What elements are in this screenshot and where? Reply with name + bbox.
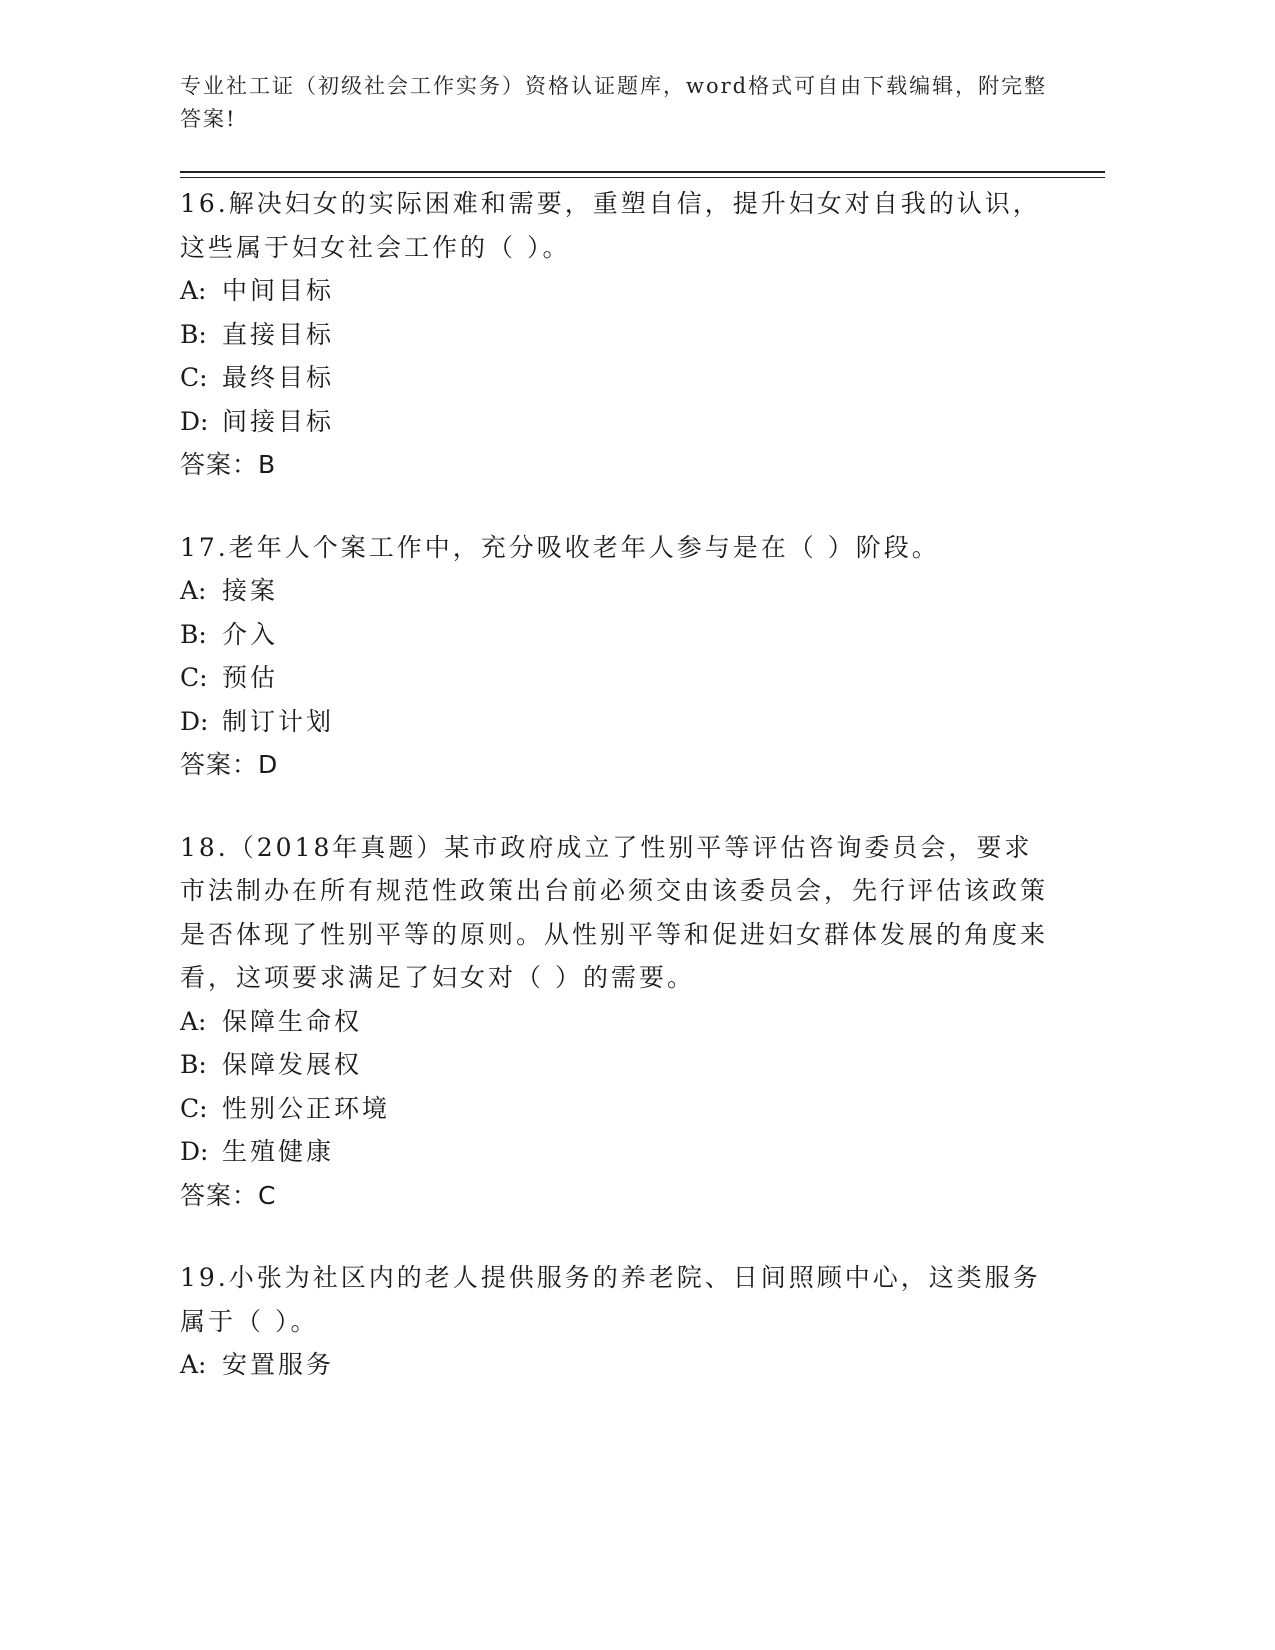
option-letter: D:	[180, 406, 209, 436]
header-rule-thin	[180, 177, 1105, 178]
option-a	[180, 569, 1060, 613]
option-text: 保障生命权	[222, 1006, 363, 1036]
option-c	[180, 656, 1060, 700]
option-a	[180, 1343, 1060, 1387]
option-a	[180, 269, 1060, 313]
question-stem: 19.小张为社区内的老人提供服务的养老院、日间照顾中心，这类服务属于（ ）。	[180, 1263, 1041, 1336]
option-d	[180, 400, 1060, 444]
option-text: 性别公正环境	[222, 1093, 391, 1123]
option-text: 接案	[222, 576, 279, 605]
option-b	[180, 1043, 1060, 1087]
question-18	[180, 826, 1060, 1218]
question-19	[180, 1256, 1060, 1387]
option-c	[180, 356, 1060, 400]
answer-line: 答案：D	[180, 750, 279, 779]
option-text: 制订计划	[222, 706, 335, 736]
option-letter: D:	[180, 706, 209, 736]
option-letter: A:	[180, 1350, 207, 1379]
option-letter: B:	[180, 1050, 207, 1079]
answer-line: 答案：C	[180, 1180, 277, 1210]
option-letter: A:	[180, 576, 207, 605]
question-list	[180, 182, 1060, 1426]
option-a	[180, 1000, 1060, 1044]
option-text: 预估	[222, 663, 279, 692]
option-text: 生殖健康	[222, 1137, 335, 1166]
option-text: 安置服务	[222, 1350, 335, 1379]
option-letter: A:	[180, 276, 207, 305]
answer-line: 答案：B	[180, 450, 277, 479]
question-16	[180, 182, 1060, 487]
option-c	[180, 1087, 1060, 1131]
option-b	[180, 313, 1060, 357]
option-text: 直接目标	[222, 319, 335, 349]
option-text: 最终目标	[222, 363, 335, 392]
question-stem: 16.解决妇女的实际困难和需要，重塑自信，提升妇女对自我的认识，这些属于妇女社会工作的（ ）。	[180, 189, 1041, 262]
question-stem: 17.老年人个案工作中，充分吸收老年人参与是在（ ）阶段。	[180, 532, 940, 562]
option-letter: C:	[180, 663, 208, 692]
option-letter: B:	[180, 619, 207, 649]
option-text: 中间目标	[222, 276, 335, 305]
option-letter: D:	[180, 1137, 209, 1166]
option-text: 间接目标	[222, 406, 335, 436]
option-letter: C:	[180, 1093, 208, 1123]
question-17	[180, 526, 1060, 787]
document-header: 专业社工证（初级社会工作实务）资格认证题库，word格式可自由下载编辑，附完整答案!	[180, 74, 1048, 131]
header-rule-thick	[180, 171, 1105, 173]
option-text: 介入	[222, 619, 279, 649]
option-b	[180, 613, 1060, 657]
option-text: 保障发展权	[222, 1050, 363, 1079]
option-letter: B:	[180, 319, 207, 349]
option-letter: A:	[180, 1006, 207, 1036]
option-d	[180, 1130, 1060, 1174]
option-d	[180, 700, 1060, 744]
question-stem: 18.（2018年真题）某市政府成立了性别平等评估咨询委员会，要求市法制办在所有规范性政策出台前必须交由该委员会，先行评估该政策是否体现了性别平等的原则。从性别平等和促进妇女群体发展的角度来看，这项要求满足了妇女对（ ）的需要。	[180, 832, 1049, 992]
option-letter: C:	[180, 363, 208, 392]
